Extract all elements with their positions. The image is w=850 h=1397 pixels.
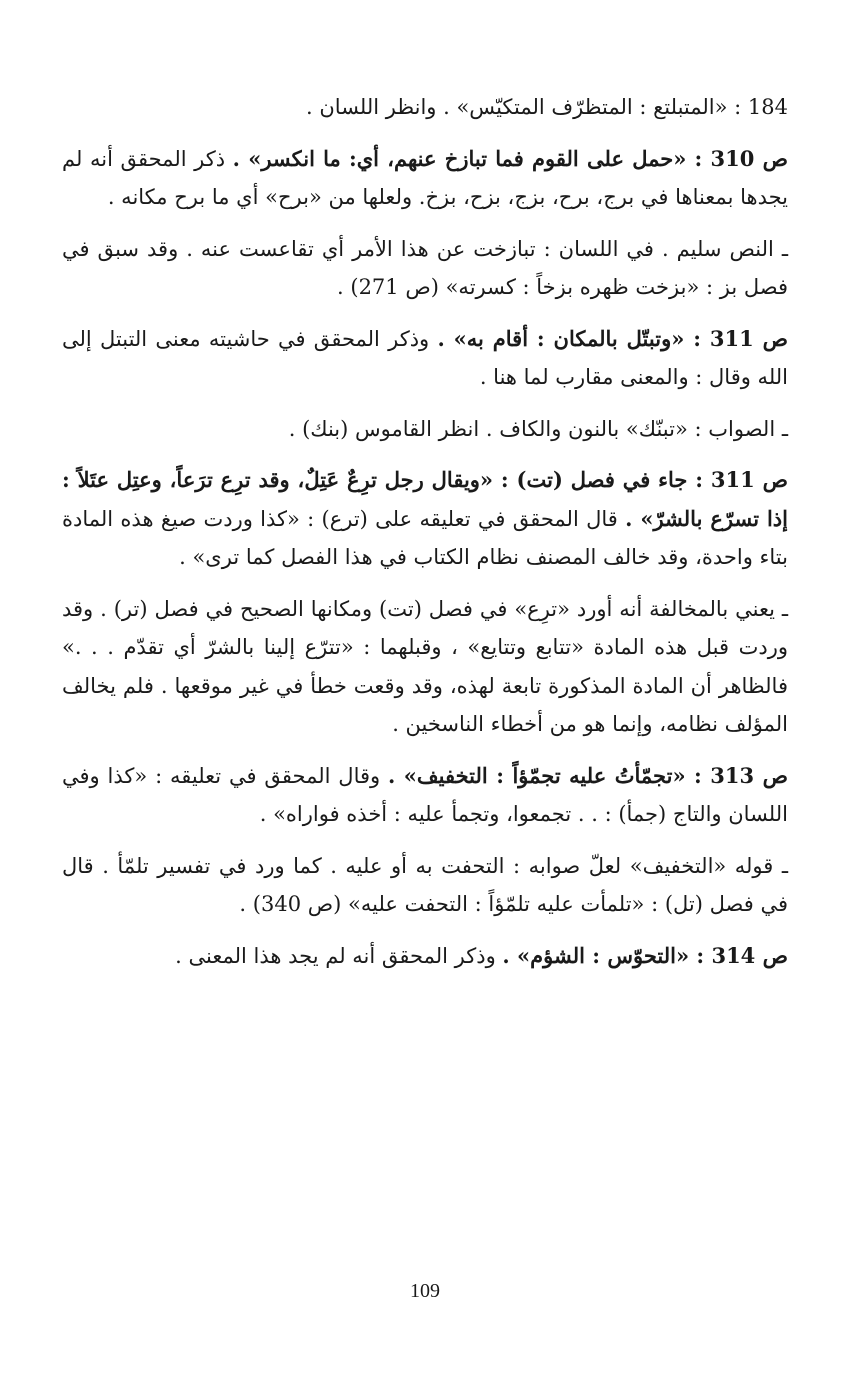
paragraph-2-text: ذكر المحقق أنه لم يجدها بمعناها في برج، برح، بزج، بزح، بزخ. ولعلها من «برح» أي ما برح مكانه .: [62, 146, 788, 209]
paragraph-3: [62, 230, 788, 307]
paragraph-7: [62, 590, 788, 744]
paragraph-4-heading: ص 311 : «وتبتّل بالمكان : أقام به» .: [437, 325, 788, 351]
paragraph-6: [62, 461, 788, 577]
paragraph-6-text: قال المحقق في تعليقه على (ترع) : «كذا وردت صيغ هذه المادة بتاء واحدة، وقد خالف المصنف نظام الكتاب في هذا الفصل كما ترى» .: [62, 506, 788, 569]
paragraph-2: [62, 140, 788, 217]
paragraph-2-heading: ص 310 : «حمل على القوم فما تبازخ عنهم، أي: ما انكسر» .: [232, 145, 788, 171]
paragraph-10-text: وذكر المحقق أنه لم يجد هذا المعنى .: [175, 943, 503, 968]
paragraph-1-text: 184 : «المتبلتع : المتظرّف المتكيّس» . وانظر اللسان .: [306, 95, 788, 119]
paragraph-8: [62, 757, 788, 834]
paragraph-4-text: وذكر المحقق في حاشيته معنى التبتل إلى الله وقال : والمعنى مقارب لما هنا .: [62, 326, 788, 389]
paragraph-5-text: ـ الصواب : «تبنّك» بالنون والكاف . انظر القاموس (بنك) .: [288, 416, 788, 441]
paragraph-3-text: ـ النص سليم . في اللسان : تبازخت عن هذا الأمر أي تقاعست عنه . وقد سبق في فصل بز : «بزخت ظهره بزخاً : كسرته» (ص 271) .: [62, 236, 788, 299]
paragraph-4: [62, 320, 788, 397]
paragraph-6-heading: ص 311 : جاء في فصل (تت) : «ويقال رجل ترِعٌ عَتِلٌ، وقد ترِع ترَعاً، وعتِل عتَلاً : إذا تسرّع بالشرّ» .: [62, 467, 789, 531]
page-body: [62, 88, 788, 988]
paragraph-1: [62, 88, 788, 127]
paragraph-9-text: ـ قوله «التخفيف» لعلّ صوابه : التحفت به أو عليه . كما ورد في تفسير تلمّأ . قال في فصل (تل) : «تلمأت عليه تلمّؤاً : التحفت عليه» (ص 340) .: [62, 853, 788, 916]
paragraph-8-text: وقال المحقق في تعليقه : «كذا وفي اللسان والتاج (جمأ) : . . تجمعوا، وتجمأ عليه : أخذه فواراه» .: [62, 763, 788, 826]
paragraph-5: [62, 410, 788, 449]
paragraph-10-heading: ص 314 : «التحوّس : الشؤم» .: [502, 942, 788, 968]
paragraph-9: [62, 847, 788, 924]
paragraph-7-text: ـ يعني بالمخالفة أنه أورد «ترِع» في فصل (تت) ومكانها الصحيح في فصل (تر) . وقد وردت قبل هذه المادة «تتابع وتتايع» ، وقبلهما : «تترّع إلينا بالشرّ أي تقدّم . . .» فالظاهر أن المادة المذكورة تابعة لهذه، وقد وقعت خطأ في غير موقعها . فلم يخالف المؤلف نظامه، وإنما هو من أخطاء الناسخين .: [62, 596, 788, 736]
page-number: 109: [410, 1280, 440, 1302]
paragraph-8-heading: ص 313 : «تجمّأتُ عليه تجمّؤاً : التخفيف» .: [388, 762, 789, 788]
paragraph-10: [62, 937, 788, 976]
